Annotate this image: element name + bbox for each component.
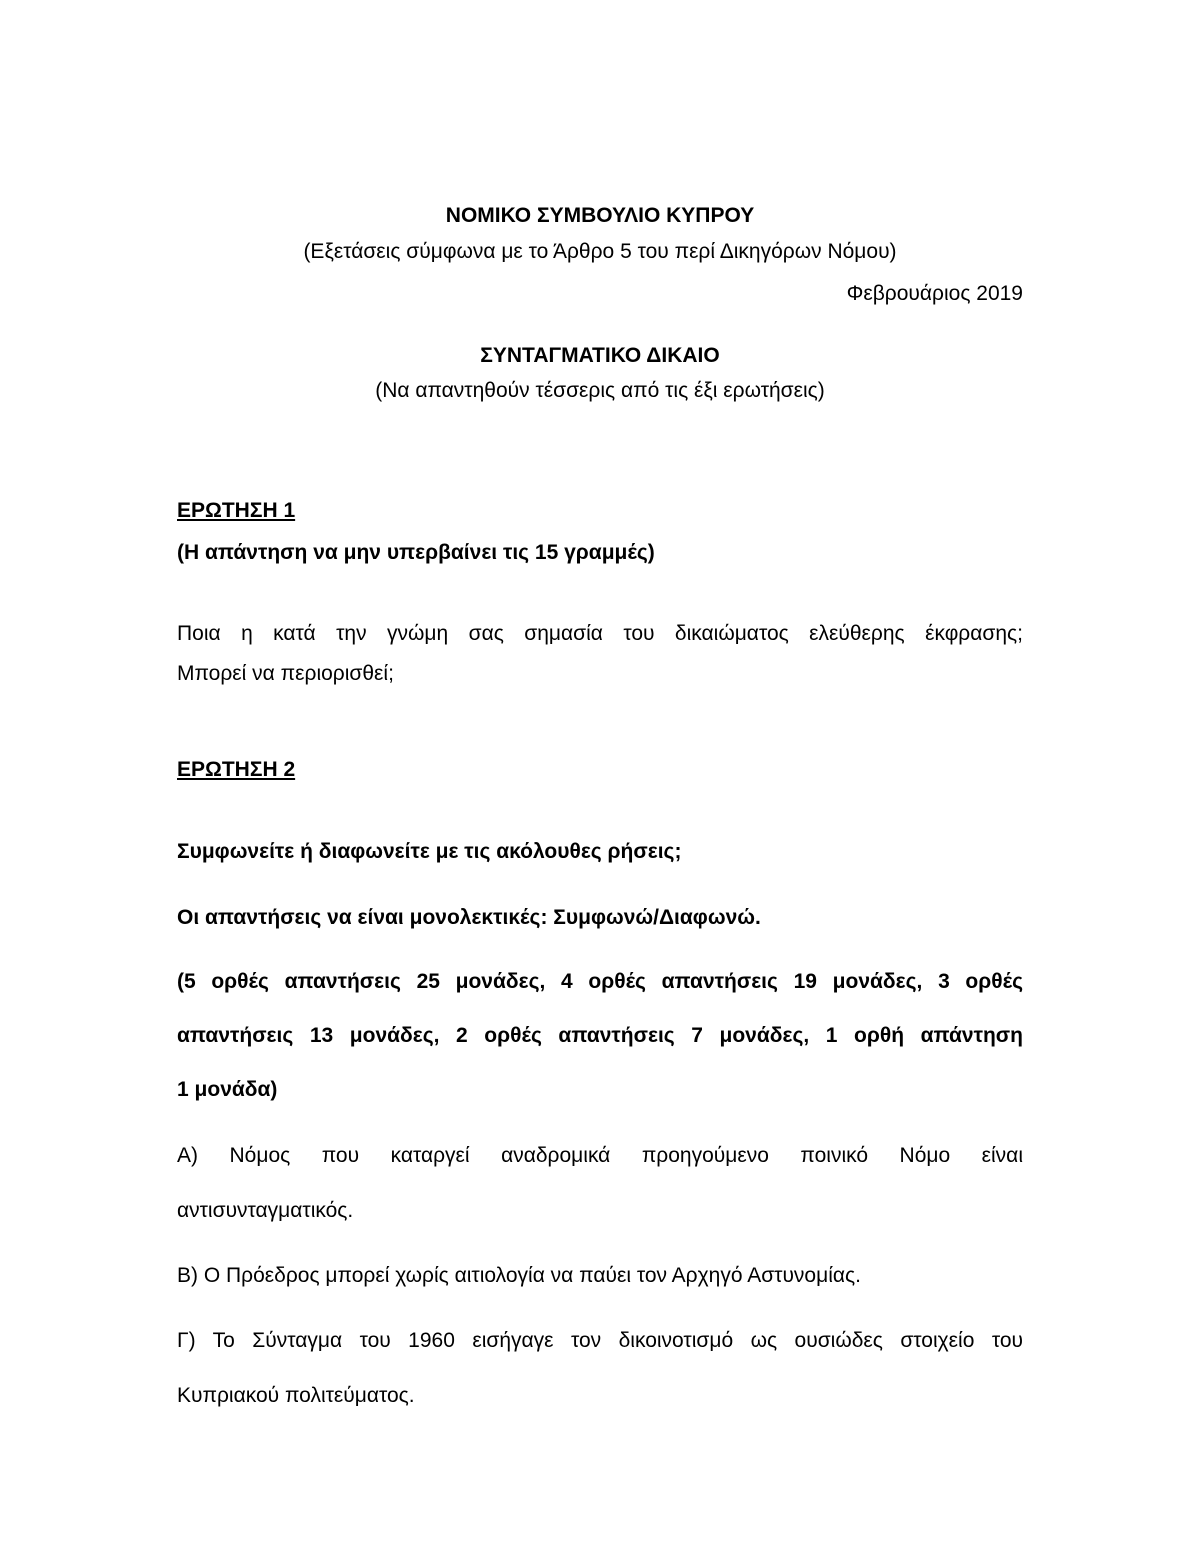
question-1-heading: ΕΡΩΤΗΣΗ 1 — [177, 499, 296, 522]
statement-a-line-1: Α) Νόμος που καταργεί αναδρομικά προηγούμενο ποινικό Νόμο είναι — [177, 1144, 1023, 1167]
statement-c-line-2: Κυπριακού πολιτεύματος. — [177, 1384, 415, 1407]
question-2-scoring-line-2: απαντήσεις 13 μονάδες, 2 ορθές απαντήσεις 7 μονάδες, 1 ορθή απάντηση — [177, 1024, 1023, 1047]
question-1-limit: (Η απάντηση να μην υπερβαίνει τις 15 γραμμές) — [177, 541, 655, 564]
organization-title: ΝΟΜΙΚΟ ΣΥΜΒΟΥΛΙΟ ΚΥΠΡΟΥ — [445, 204, 755, 227]
subject-title: ΣΥΝΤΑΓΜΑΤΙΚΟ ΔΙΚΑΙΟ — [480, 344, 720, 367]
exam-subtitle: (Εξετάσεις σύμφωνα με το Άρθρο 5 του περί Δικηγόρων Νόμου) — [303, 240, 897, 263]
exam-date: Φεβρουάριος 2019 — [846, 282, 1023, 305]
question-1-text-line-1: Ποια η κατά την γνώμη σας σημασία του δικαιώματος ελεύθερης έκφρασης; — [177, 622, 1023, 645]
exam-instructions: (Να απαντηθούν τέσσερις από τις έξι ερωτήσεις) — [375, 379, 825, 402]
question-2-answer-format: Οι απαντήσεις να είναι μονολεκτικές: Συμφωνώ/Διαφωνώ. — [177, 906, 761, 929]
question-2-prompt: Συμφωνείτε ή διαφωνείτε με τις ακόλουθες ρήσεις; — [177, 840, 682, 863]
question-2-scoring-line-1: (5 ορθές απαντήσεις 25 μονάδες, 4 ορθές απαντήσεις 19 μονάδες, 3 ορθές — [177, 970, 1023, 993]
statement-b: Β) Ο Πρόεδρος μπορεί χωρίς αιτιολογία να παύει τον Αρχηγό Αστυνομίας. — [177, 1264, 861, 1287]
question-2-scoring-line-3: 1 μονάδα) — [177, 1078, 278, 1101]
question-2-heading: ΕΡΩΤΗΣΗ 2 — [177, 758, 296, 781]
question-1-text-line-2: Μπορεί να περιορισθεί; — [177, 662, 394, 685]
statement-c-line-1: Γ) Το Σύνταγμα του 1960 εισήγαγε τον δικοινοτισμό ως ουσιώδες στοιχείο του — [177, 1329, 1023, 1352]
statement-a-line-2: αντισυνταγματικός. — [177, 1199, 354, 1222]
